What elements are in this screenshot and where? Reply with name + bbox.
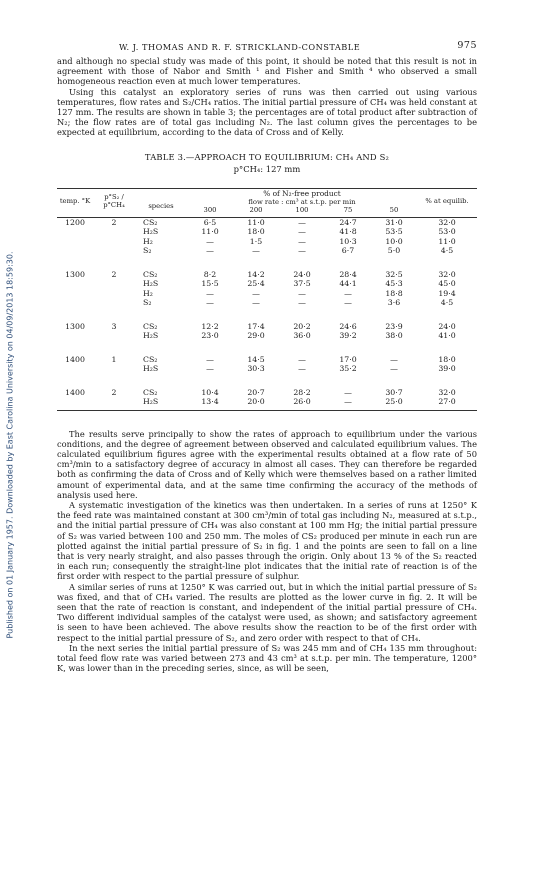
temperature-cell	[57, 298, 93, 308]
value-cell: 26·0	[293, 397, 311, 407]
species-cell: CS₂	[143, 269, 158, 279]
equilibrium-cell: 19·4	[438, 288, 456, 298]
header-flow-value: 100	[295, 205, 309, 214]
table-row	[57, 289, 477, 299]
value-cell: 29·0	[247, 331, 265, 341]
value-cell: 44·1	[339, 279, 357, 289]
value-cell: 25·0	[385, 397, 403, 407]
temperature-cell: 1300	[65, 269, 85, 279]
ratio-cell	[93, 331, 135, 341]
table-row	[57, 322, 477, 332]
value-cell: 1·5	[249, 236, 263, 246]
value-cell: 37·5	[293, 279, 311, 289]
value-cell: 20·2	[293, 321, 311, 331]
value-cell: —	[298, 288, 306, 298]
value-cell: 11·0	[201, 227, 219, 237]
value-cell: 6·5	[203, 217, 217, 227]
species-cell: H₂	[143, 288, 153, 298]
paragraph: Using this catalyst an exploratory series of runs was then carried out using various temperatures, flow rates and S₂/CH₄ ratios. The initial partial pressure of CH₄ was held constant at 127 mm. The results are shown in table 3; the percentages are of total product after subtraction of N₂; the flow rates are of total gas including N₂. The last column gives the percentages to be expected at equilibrium, according to the data of Cross and of Kelly.	[57, 86, 477, 138]
ratio-cell	[93, 227, 135, 237]
table-caption: TABLE 3.—APPROACH TO EQUILIBRIUM: CH₄ AND S₂	[144, 151, 390, 162]
paragraph: and although no special study was made of this point, it should be noted that this result is not in agreement with those of Nabor and Smith ¹ and Fisher and Smith ⁴ who observed a small homogeneous reaction even at much lower temperatures.	[57, 56, 477, 87]
header-flow: flow rate : cm³ at s.t.p. per min	[248, 197, 356, 206]
table-row	[57, 388, 477, 398]
ratio-cell: 1	[111, 354, 117, 364]
table-row	[57, 279, 477, 289]
value-cell: 24·7	[339, 217, 357, 227]
value-cell: 11·0	[247, 217, 265, 227]
ratio-cell	[93, 289, 135, 299]
table-row	[57, 217, 477, 227]
table-row	[57, 227, 477, 237]
species-cell: CS₂	[143, 354, 158, 364]
ratio-cell: 3	[111, 321, 117, 331]
value-cell: 32·5	[385, 269, 403, 279]
group-spacer	[57, 374, 477, 388]
ratio-cell: 2	[111, 217, 117, 227]
ratio-cell	[93, 237, 135, 247]
table-row	[57, 355, 477, 365]
value-cell: —	[344, 397, 352, 407]
value-cell: 23·0	[201, 331, 219, 341]
value-cell: 17·0	[339, 354, 357, 364]
equilibrium-cell: 11·0	[438, 236, 456, 246]
value-cell: 36·0	[293, 331, 311, 341]
ratio-cell	[93, 364, 135, 374]
value-cell: 15·5	[201, 279, 219, 289]
value-cell: —	[298, 236, 306, 246]
value-cell: —	[298, 217, 306, 227]
temperature-cell	[57, 331, 93, 341]
species-cell: H₂S	[143, 397, 159, 407]
value-cell: 45·3	[385, 279, 403, 289]
equilibrium-cell: 27·0	[438, 397, 456, 407]
page-number: 975	[457, 40, 477, 51]
header-flow-value: 50	[389, 205, 399, 214]
paragraph: The results serve principally to show the rates of approach to equilibrium under the various conditions, and the degree of agreement between observed and calculated equilibrium values. The calculated equilibrium figures agree with the experimental results obtained at a flow rate of 50 cm³/min to a satisfactory degree of accuracy in almost all cases. They can therefore be regarded both as confirming the data of Cross and of Kelly which were themselves based on a rather limited amount of experimental data, and at the same time confirming the accuracy of the methods of analysis used here.	[57, 428, 477, 500]
header-group: % of N₂-free product	[187, 188, 417, 198]
ratio-cell	[93, 279, 135, 289]
results-table	[57, 188, 477, 411]
temperature-cell	[57, 246, 93, 256]
table-bottom-rule	[57, 407, 477, 411]
species-cell: CS₂	[143, 387, 158, 397]
value-cell: —	[206, 364, 214, 374]
species-cell: H₂S	[143, 279, 159, 289]
table-row	[57, 397, 477, 407]
ratio-cell: 2	[111, 269, 117, 279]
value-cell: —	[390, 354, 398, 364]
header-species: species	[148, 201, 174, 210]
value-cell: 39·2	[339, 331, 357, 341]
temperature-cell: 1400	[65, 354, 85, 364]
value-cell: 3·6	[387, 298, 401, 308]
table-row	[57, 298, 477, 308]
value-cell: —	[390, 364, 398, 374]
temperature-cell	[57, 397, 93, 407]
value-cell: 14·2	[247, 269, 265, 279]
species-cell: H₂S	[143, 364, 159, 374]
value-cell: —	[206, 354, 214, 364]
species-cell: S₂	[143, 298, 152, 308]
temperature-cell	[57, 289, 93, 299]
paragraph: In the next series the initial partial pressure of S₂ was 245 mm and of CH₄ 135 mm throughout: total feed flow rate was varied between 273 and 43 cm³ at s.t.p. per min. The temperature, 1200° K, was lower than in the preceding series, since, as will be seen,	[57, 642, 477, 674]
value-cell: —	[298, 354, 306, 364]
temperature-cell	[57, 279, 93, 289]
value-cell: —	[252, 288, 260, 298]
value-cell: 10·4	[201, 387, 219, 397]
value-cell: 8·2	[203, 269, 217, 279]
value-cell: 20·0	[247, 397, 265, 407]
value-cell: 13·4	[201, 397, 219, 407]
temperature-cell	[57, 227, 93, 237]
ratio-cell	[93, 397, 135, 407]
group-spacer	[57, 308, 477, 322]
article-page	[57, 40, 477, 674]
table-row	[57, 246, 477, 256]
equilibrium-cell: 4·5	[440, 246, 454, 256]
value-cell: —	[344, 387, 352, 397]
header-flow-value: 75	[343, 205, 353, 214]
species-cell: CS₂	[143, 321, 158, 331]
species-cell: H₂	[143, 236, 153, 246]
species-cell: H₂S	[143, 227, 159, 237]
ratio-cell	[93, 298, 135, 308]
temperature-cell: 1400	[65, 387, 85, 397]
value-cell: 24·6	[339, 321, 357, 331]
value-cell: 28·2	[293, 387, 311, 397]
value-cell: —	[344, 288, 352, 298]
equilibrium-cell: 41·0	[438, 331, 456, 341]
value-cell: —	[206, 236, 214, 246]
value-cell: 28·4	[339, 269, 357, 279]
value-cell: 31·0	[385, 217, 403, 227]
ratio-cell	[93, 246, 135, 256]
running-header	[57, 40, 477, 56]
header-temp: temp. °K	[57, 188, 93, 214]
value-cell: —	[298, 298, 306, 308]
table-row	[57, 364, 477, 374]
paragraph: A systematic investigation of the kinetics was then undertaken. In a series of runs at 1250° K the feed rate was maintained constant at 300 cm³/min of total gas including N₂, measured at s.t.p., and the initial partial pressure of CH₄ was also constant at 100 mm Hg; the initial partial pressure of S₂ was varied between 100 and 250 mm. The moles of CS₂ produced per minute in each run are plotted against the initial partial pressure of S₂ in fig. 1 and the points are seen to fall on a line that is very nearly straight, and also passes through the origin. Only about 13 % of the S₂ reacted in each run; consequently the straight-line plot indicates that the initial rate of reaction is of the first order with respect to the partial pressure of sulphur.	[57, 500, 477, 582]
value-cell: 35·2	[339, 364, 357, 374]
value-cell: 18·8	[385, 288, 403, 298]
value-cell: 30·7	[385, 387, 403, 397]
value-cell: —	[252, 298, 260, 308]
header-ratio: p°S₂ / p°CH₄	[93, 188, 135, 214]
equilibrium-cell: 39·0	[438, 364, 456, 374]
body-text	[57, 429, 477, 674]
value-cell: 25·4	[247, 279, 265, 289]
value-cell: —	[252, 246, 260, 256]
value-cell: 41·8	[339, 227, 357, 237]
value-cell: 12·2	[201, 321, 219, 331]
value-cell: —	[206, 246, 214, 256]
value-cell: 38·0	[385, 331, 403, 341]
value-cell: 6·7	[341, 246, 355, 256]
table-row	[57, 270, 477, 280]
value-cell: —	[344, 298, 352, 308]
value-cell: 10·3	[339, 236, 357, 246]
download-watermark-text: Published on 01 January 1957. Downloaded by East Carolina University on 04/09/2013 18:59:30.	[5, 251, 15, 639]
value-cell: 10·0	[385, 236, 403, 246]
download-watermark	[0, 0, 20, 891]
species-cell: CS₂	[143, 217, 158, 227]
table-row	[57, 237, 477, 247]
paragraph: A similar series of runs at 1250° K was carried out, but in which the initial partial pressure of S₂ was fixed, and that of CH₄ varied. The results are plotted as the lower curve in fig. 2. It will be seen that the rate of reaction is constant, and independent of the initial partial pressure of CH₄. Two different individual samples of the catalyst were used, as shown; and satisfactory agreement is seen to have been achieved. The above results show the reaction to be of the first order with respect to the initial partial pressure of S₂, and zero order with respect to that of CH₄.	[57, 581, 477, 643]
table-row	[57, 331, 477, 341]
value-cell: 20·7	[247, 387, 265, 397]
equilibrium-cell: 24·0	[438, 321, 456, 331]
species-cell: S₂	[143, 246, 152, 256]
value-cell: 23·9	[385, 321, 403, 331]
equilibrium-cell: 32·0	[438, 387, 456, 397]
value-cell: —	[298, 246, 306, 256]
temperature-cell: 1300	[65, 321, 85, 331]
equilibrium-cell: 18·0	[438, 354, 456, 364]
temperature-cell	[57, 364, 93, 374]
species-cell: H₂S	[143, 331, 159, 341]
table-body	[57, 217, 477, 410]
equilibrium-cell: 4·5	[440, 298, 454, 308]
ratio-cell: 2	[111, 387, 117, 397]
equilibrium-cell: 32·0	[438, 269, 456, 279]
header-equilibrium: % at equilib.	[417, 188, 477, 214]
table-subcaption: p°CH₄: 127 mm	[233, 163, 301, 174]
value-cell: 17·4	[247, 321, 265, 331]
value-cell: 24·0	[293, 269, 311, 279]
value-cell: 18·0	[247, 227, 265, 237]
value-cell: —	[206, 288, 214, 298]
temperature-cell: 1200	[65, 217, 85, 227]
value-cell: 30·3	[247, 364, 265, 374]
equilibrium-cell: 53·0	[438, 227, 456, 237]
value-cell: 5·0	[387, 246, 401, 256]
running-title: W. J. THOMAS AND R. F. STRICKLAND-CONSTABLE	[119, 42, 361, 52]
value-cell: —	[298, 227, 306, 237]
value-cell: —	[298, 364, 306, 374]
temperature-cell	[57, 237, 93, 247]
group-spacer	[57, 341, 477, 355]
header-flow-value: 300	[203, 205, 217, 214]
value-cell: 14·5	[247, 354, 265, 364]
value-cell: —	[206, 298, 214, 308]
value-cell: 53·5	[385, 227, 403, 237]
equilibrium-cell: 45·0	[438, 279, 456, 289]
equilibrium-cell: 32·0	[438, 217, 456, 227]
header-flow-value: 200	[249, 205, 263, 214]
group-spacer	[57, 256, 477, 270]
